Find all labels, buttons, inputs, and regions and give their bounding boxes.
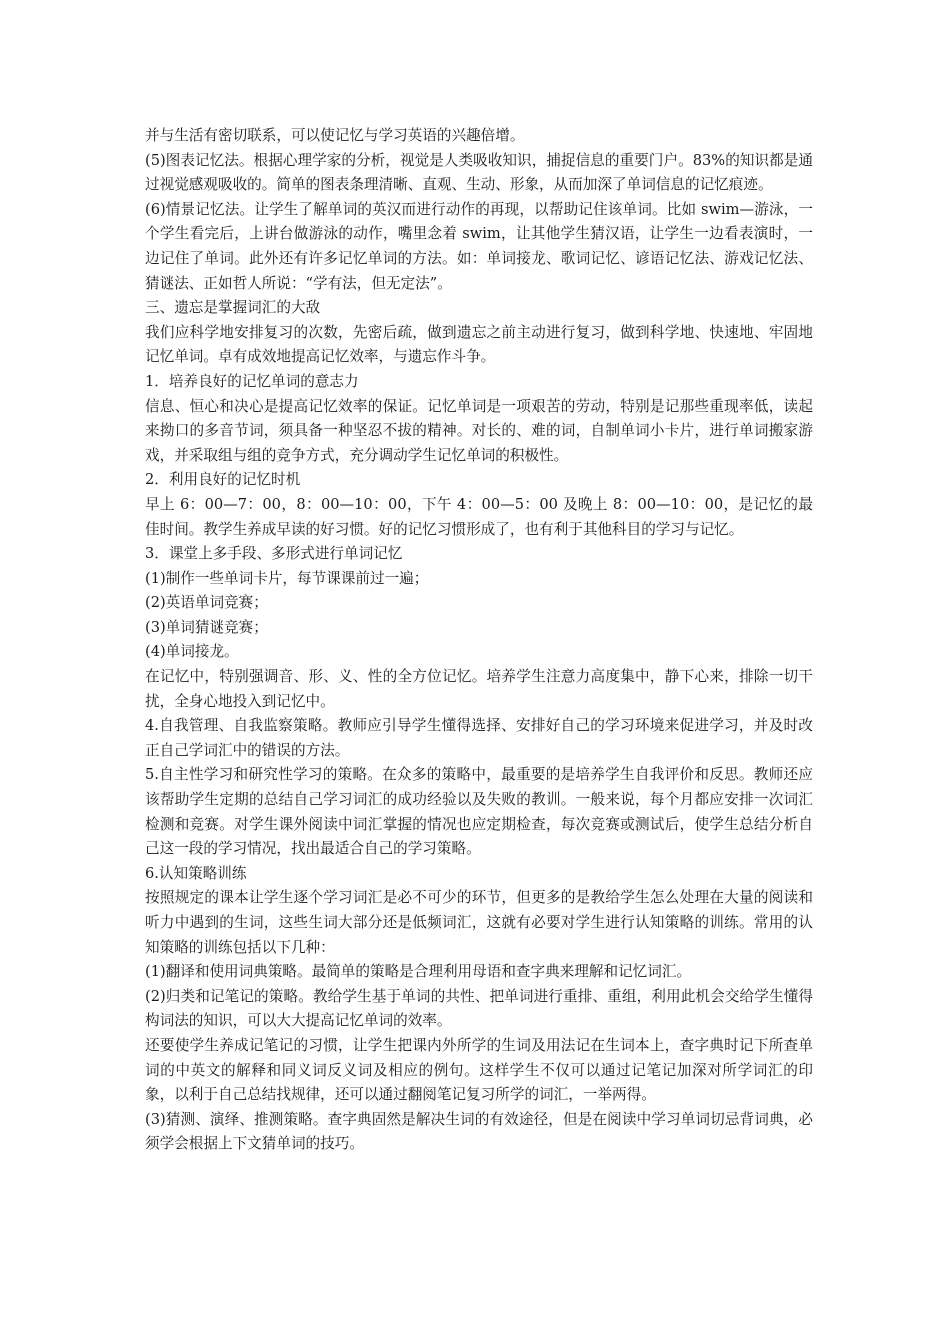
list-item: (1)翻译和使用词典策略。最简单的策略是合理利用母语和查字典来理解和记忆词汇。: [145, 963, 692, 981]
paragraph: 4.自我管理、自我监察策略。教师应引导学生懂得选择、安排好自己的学习环境来促进学习，并及时改正自己学词汇中的错误的方法。: [145, 717, 813, 759]
subheading: 3．课堂上多手段、多形式进行单词记忆: [145, 545, 403, 563]
paragraph: 按照规定的课本让学生逐个学习词汇是必不可少的环节，但更多的是教给学生怎么处理在大量的阅读和听力中遇到的生词，这些生词大部分还是低频词汇，这就有必要对学生进行认知策略的训练。常用的认知策略的训练包括以下几种：: [145, 889, 813, 956]
document-body: [145, 124, 813, 1157]
list-item: (2)英语单词竞赛；: [145, 594, 268, 612]
list-item: (1)制作一些单词卡片，每节课课前过一遍；: [145, 569, 429, 587]
list-item: (3)单词猜谜竞赛；: [145, 618, 268, 636]
paragraph: 并与生活有密切联系，可以使记忆与学习英语的兴趣倍增。: [145, 127, 525, 144]
paragraph: (6)情景记忆法。让学生了解单词的英汉而进行动作的再现，以帮助记住该单词。比如 swim—游泳，一个学生看完后，上讲台做游泳的动作，嘴里念着 swim，让其他学生猜汉语，让学生一边看表演时，一边记住了单词。此外还有许多记忆单词的方法。如：单词接龙、歌词记忆、谚语记忆法、游戏记忆法、猜谜法、正如哲人所说：“学有法，但无定法”。: [145, 200, 813, 292]
paragraph: 5.自主性学习和研究性学习的策略。在众多的策略中，最重要的是培养学生自我评价和反思。教师还应该帮助学生定期的总结自己学习词汇的成功经验以及失败的教训。一般来说，每个月都应安排一次词汇检测和竞赛。对学生课外阅读中词汇掌握的情况也应定期检查，每次竞赛或测试后，使学生总结分析自己这一段的学习情况，找出最适合自己的学习策略。: [145, 766, 813, 858]
paragraph: 还要使学生养成记笔记的习惯，让学生把课内外所学的生词及用法记在生词本上，查字典时记下所查单词的中英文的解释和同义词反义词及相应的例句。这样学生不仅可以通过记笔记加深对所学词汇的印象，以利于自己总结找规律，还可以通过翻阅笔记复习所学的词汇，一举两得。: [145, 1036, 813, 1104]
paragraph: 在记忆中，特别强调音、形、义、性的全方位记忆。培养学生注意力高度集中，静下心来，排除一切干扰，全身心地投入到记忆中。: [145, 668, 813, 710]
paragraph: 早上 6：00—7：00，8：00—10：00，下午 4：00—5：00 及晚上 8：00—10：00，是记忆的最佳时间。教学生养成早读的好习惯。好的记忆习惯形成了，也有利于其他科目的学习与记忆。: [145, 495, 813, 538]
list-item: (2)归类和记笔记的策略。教给学生基于单词的共性、把单词进行重排、重组，利用此机会交给学生懂得构词法的知识，可以大大提高记忆单词的效率。: [145, 987, 813, 1030]
list-item: (4)单词接龙。: [145, 643, 239, 661]
section-heading: 三、遗忘是掌握词汇的大敌: [145, 299, 321, 317]
paragraph: 我们应科学地安排复习的次数，先密后疏，做到遗忘之前主动进行复习，做到科学地、快速地、牢固地记忆单词。卓有成效地提高记忆效率，与遗忘作斗争。: [145, 323, 813, 366]
subheading: 2．利用良好的记忆时机: [145, 471, 301, 489]
subheading: 1．培养良好的记忆单词的意志力: [145, 372, 359, 390]
subheading: 6.认知策略训练: [145, 864, 247, 882]
paragraph: 信息、恒心和决心是提高记忆效率的保证。记忆单词是一项艰苦的劳动，特别是记那些重现率低，读起来拗口的多音节词，须具备一种坚忍不拔的精神。对长的、难的词，自制单词小卡片，进行单词搬家游戏，并采取组与组的竞争方式，充分调动学生记忆单词的积极性。: [145, 397, 813, 464]
list-item: (3)猜测、演绎、推测策略。查字典固然是解决生词的有效途径，但是在阅读中学习单词切忌背词典，必须学会根据上下文猜单词的技巧。: [145, 1110, 813, 1153]
paragraph: (5)图表记忆法。根据心理学家的分析，视觉是人类吸收知识，捕捉信息的重要门户。83%的知识都是通过视觉感观吸收的。简单的图表条理清晰、直观、生动、形象，从而加深了单词信息的记忆痕迹。: [145, 151, 813, 194]
